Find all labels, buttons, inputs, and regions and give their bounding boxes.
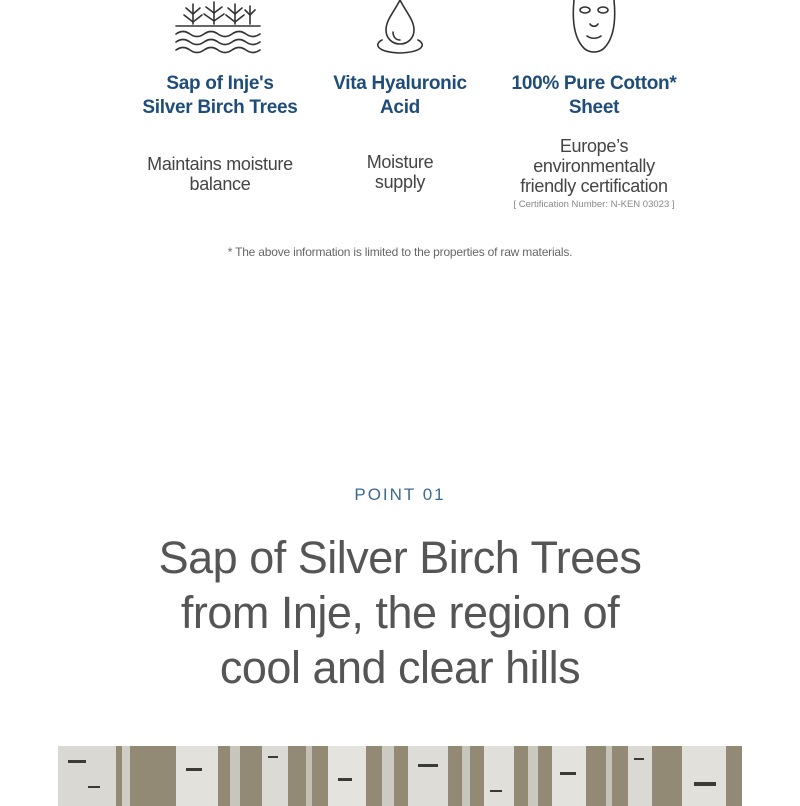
feature-desc-line: Moisture [366, 152, 434, 172]
feature-hyaluronic [290, 0, 510, 192]
feature-desc-line: supply [374, 172, 426, 192]
feature-description [290, 152, 510, 192]
feature-desc-line: environmentally [533, 156, 655, 176]
birch-forest-illustration [58, 746, 742, 806]
feature-desc-line: balance [189, 174, 251, 194]
feature-desc-line: friendly certification [520, 176, 668, 196]
feature-section [0, 0, 800, 270]
point-headline [0, 530, 800, 695]
birch-forest-photo [58, 746, 742, 806]
feature-description [484, 136, 704, 196]
water-drop-icon [290, 0, 510, 60]
feature-title [290, 72, 510, 120]
feature-title-line: Vita Hyaluronic [333, 73, 467, 94]
headline-line: cool and clear hills [219, 642, 581, 693]
feature-cotton-sheet [484, 0, 704, 212]
feature-title-line: Sap of Inje's [166, 73, 274, 94]
feature-title-line: Sheet [568, 97, 620, 118]
face-mask-icon [484, 0, 704, 60]
point-label: POINT 01 [354, 485, 446, 504]
disclaimer-note: * The above information is limited to the properties of raw materials. [227, 245, 573, 259]
feature-desc-line: Maintains moisture [147, 154, 293, 174]
feature-title-line: Silver Birch Trees [142, 97, 298, 118]
feature-title-line: Acid [380, 97, 420, 118]
headline-line: Sap of Silver Birch Trees [158, 532, 642, 583]
feature-title-line: 100% Pure Cotton* [511, 73, 677, 94]
certification-number: [ Certification Number: N-KEN 03023 ] [513, 199, 675, 210]
feature-title [484, 72, 704, 120]
feature-desc-line: Europe’s [559, 136, 629, 156]
headline-line: from Inje, the region of [180, 587, 620, 638]
